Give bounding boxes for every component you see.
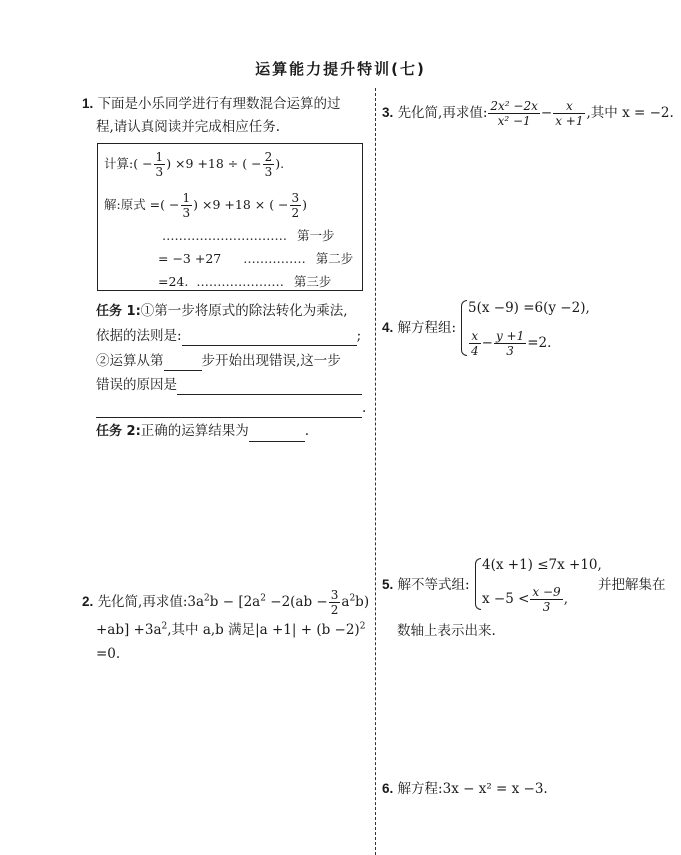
q5-text-c: 数轴上表示出来.	[397, 623, 496, 639]
q1-calc-frac2-den: 3	[264, 165, 273, 179]
q1-task1-line2	[96, 326, 361, 346]
q1-dots1: …………………………	[162, 228, 287, 243]
q4-system-brace	[461, 300, 467, 356]
q1-task2-label: 任务 2:	[96, 424, 141, 439]
q3-minus: −	[540, 105, 553, 121]
page-title: 运算能力提升特训(七)	[255, 60, 426, 78]
q2-sup-4: 2	[161, 621, 168, 632]
q3-number: 3.	[382, 105, 394, 120]
q3-line	[382, 99, 674, 128]
q6-text: 解方程:3x − x² = x −3.	[397, 781, 548, 797]
q3-frac2-den: x +1	[555, 114, 584, 128]
q1-sol-label: 解:原式 =	[104, 197, 161, 212]
q1-dots3: …………………	[196, 274, 284, 289]
q5-line1	[382, 575, 470, 595]
q5-ineq2-a: x −5 <	[482, 591, 530, 607]
q1-task2-line	[96, 421, 309, 442]
q1-line2: = −3 +27	[158, 251, 222, 266]
q1-step2-label: 第二步	[315, 251, 354, 266]
q1-calc-frac1-num: 1	[155, 150, 164, 164]
q1-task1-text-d: 步开始出现错误,这一步	[201, 353, 341, 369]
q3-frac2-num: x	[553, 99, 585, 114]
q4-eq2-frac1	[469, 329, 481, 358]
q3-frac1-num: 2x² −2x	[490, 99, 538, 113]
q1-calc-line	[104, 150, 284, 179]
q2-text-a: 先化简,再求值:3a	[97, 594, 205, 610]
q5-ineq2-frac-den: 3	[542, 600, 551, 614]
q1-task1-text-c: ②运算从第	[96, 353, 164, 369]
q1-sol-expr-c: )	[302, 197, 308, 212]
q4-number: 4.	[382, 320, 394, 335]
q1-dots2: ……………	[243, 251, 306, 266]
q6-line	[382, 779, 548, 799]
q2-line2	[96, 620, 365, 640]
q1-task1-label: 任务 1:	[96, 304, 141, 319]
q2-sup-2: 2	[260, 593, 266, 604]
q1-sol-expr-b: ) ×9 +18 × ( −	[193, 197, 289, 212]
q1-semicolon: ;	[356, 328, 362, 344]
q2-text-c: −2(ab −	[265, 594, 328, 610]
q1-sol-frac2-num: 3	[291, 191, 300, 205]
q4-eq2-rhs: =2.	[527, 335, 552, 351]
q1-sol-frac2-den: 2	[291, 206, 300, 220]
q1-answer-blank-step[interactable]	[164, 356, 202, 371]
q1-intro-text1: 下面是小乐同学进行有理数混合运算的过	[97, 96, 341, 112]
q1-step3-row	[158, 272, 331, 292]
q2-line3: =0.	[96, 646, 121, 662]
q1-task1-text-a: ①第一步将原式的除法转化为乘法,	[140, 303, 348, 319]
q4-eq1: 5(x −9) =6(y −2),	[468, 300, 590, 316]
q1-number: 1.	[82, 96, 94, 111]
q1-sol-frac1-den: 3	[182, 206, 191, 220]
q1-sol-line1	[104, 191, 307, 220]
q1-calc-expr-c: ).	[275, 156, 285, 171]
q2-text-b: b − [2a	[209, 594, 261, 610]
q4-eq2-frac1-num: x	[469, 329, 481, 344]
q6-number: 6.	[382, 781, 394, 796]
q3-frac1	[488, 99, 539, 128]
q2-sup-3: 2	[349, 593, 356, 604]
q1-task1-text-b: 依据的法则是:	[96, 328, 182, 344]
q2-frac-den: 2	[330, 603, 339, 617]
q5-text-a: 解不等式组:	[397, 577, 470, 593]
q1-period2: .	[304, 423, 310, 439]
q5-ineq1: 4(x +1) ≤7x +10,	[482, 557, 602, 573]
q1-calc-frac1	[154, 150, 166, 179]
q1-calc-expr-b: ) ×9 +18 ÷ ( −	[166, 156, 262, 171]
q1-intro-line1	[82, 94, 341, 114]
q1-task1-line3	[96, 351, 341, 371]
q1-step2-row	[158, 249, 353, 269]
q4-eq2	[468, 329, 551, 358]
q1-answer-blank-reason[interactable]	[177, 380, 362, 395]
q1-task1-line1	[96, 301, 348, 322]
q2-frac	[329, 588, 341, 617]
q1-intro-line2: 程,请认真阅读并完成相应任务.	[96, 119, 281, 135]
q3-text-a: 先化简,再求值:	[397, 105, 488, 121]
q4-eq2-minus: −	[481, 335, 493, 351]
q2-line1	[82, 588, 369, 617]
q2-text-d: a	[341, 594, 350, 610]
q4-eq2-frac2-num: y +1	[495, 329, 525, 343]
q1-task1-text-e: 错误的原因是	[96, 377, 177, 393]
q1-sol-frac2	[290, 191, 302, 220]
q2-frac-num: 3	[330, 588, 339, 602]
q1-answer-blank-result[interactable]	[249, 427, 305, 442]
q2-sup-5: 2	[359, 621, 366, 632]
q1-calc-expr-a: ( −	[133, 156, 153, 171]
q5-number: 5.	[382, 577, 394, 592]
q2-number: 2.	[82, 594, 94, 609]
q1-step1-label: 第一步	[296, 228, 335, 243]
q1-line3: =24.	[158, 274, 189, 289]
q1-calc-frac2-num: 2	[264, 150, 273, 164]
q3-frac2	[553, 99, 585, 128]
q2-text-e: b)	[355, 594, 370, 610]
q5-ineq2	[482, 585, 568, 614]
q5-ineq2-frac	[530, 585, 562, 614]
q4-text: 解方程组:	[397, 320, 457, 336]
q1-step1-row	[162, 226, 335, 246]
q2-text-g: ,其中 a,b 满足|a +1| + (b −2)	[167, 622, 360, 638]
q3-text-b: ,其中 x = −2.	[586, 105, 674, 121]
q1-calc-frac1-den: 3	[155, 165, 164, 179]
q1-sol-frac1-num: 1	[182, 191, 191, 205]
column-divider	[375, 88, 376, 855]
q1-step3-label: 第三步	[293, 274, 332, 289]
q1-calc-frac2	[263, 150, 275, 179]
q1-task2-text: 正确的运算结果为	[140, 423, 249, 439]
q1-answer-blank-rule[interactable]	[182, 331, 357, 346]
q4-eq2-frac1-den: 4	[471, 344, 479, 358]
q3-frac1-den: x² −1	[497, 114, 531, 128]
q1-sol-frac1	[181, 191, 193, 220]
q4-line	[382, 318, 456, 338]
q1-answer-blank-reason-cont[interactable]	[96, 403, 362, 418]
q4-eq2-frac2	[494, 329, 526, 358]
q1-task1-line5	[96, 398, 366, 418]
q5-text-b: 并把解集在	[598, 577, 666, 593]
q1-period1: .	[362, 400, 367, 416]
q2-sup-1: 2	[204, 593, 210, 604]
q5-ineq2-b: ,	[563, 591, 568, 607]
q5-system-brace	[475, 558, 481, 610]
q2-text-f: +ab] +3a	[96, 622, 162, 638]
q1-sol-expr-a: ( −	[160, 197, 180, 212]
q1-task1-line4	[96, 375, 362, 395]
q4-eq2-frac2-den: 3	[506, 344, 514, 358]
q5-ineq2-frac-num: x −9	[532, 585, 561, 599]
q1-calc-label: 计算:	[104, 156, 134, 171]
